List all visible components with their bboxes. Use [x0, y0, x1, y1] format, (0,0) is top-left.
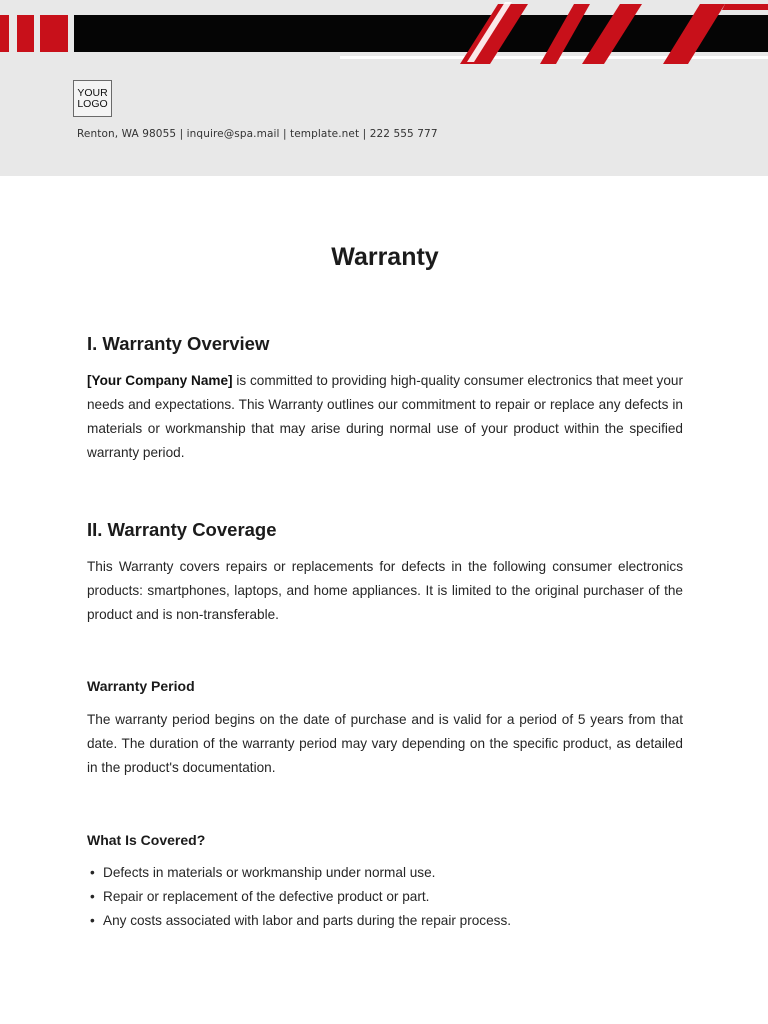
bullet-icon: •	[90, 913, 95, 928]
list-item-text: Any costs associated with labor and parts during the repair process.	[103, 913, 512, 928]
section-heading-coverage: II. Warranty Coverage	[87, 519, 277, 540]
list-item	[87, 885, 511, 909]
decorative-slashes	[0, 0, 768, 70]
list-item-text: Defects in materials or workmanship under normal use.	[103, 865, 436, 880]
page-header	[0, 0, 768, 176]
overview-text: is committed to providing high-quality consumer electronics that meet your needs and expectations. This Warranty outlines our commitment to repair or replace any defects in materials or workmanship that may arise during normal use of your product within the specified warranty period.	[87, 373, 683, 460]
covered-list	[87, 861, 511, 933]
logo-text: YOUR	[77, 86, 108, 99]
coverage-paragraph: This Warranty covers repairs or replacements for defects in the following consumer electronics products: smartphones, laptops, and home appliances. It is limited to the original purchaser of the product and is non-transferable.	[87, 559, 683, 622]
period-paragraph: The warranty period begins on the date of purchase and is valid for a period of 5 years from that date. The duration of the warranty period may vary depending on the specific product, as detailed in the product's documentation.	[87, 712, 683, 775]
company-logo	[73, 80, 112, 117]
overview-paragraph	[87, 369, 683, 465]
bullet-icon: •	[90, 865, 95, 880]
bullet-icon: •	[90, 889, 95, 904]
subheading-what-is-covered: What Is Covered?	[87, 832, 206, 848]
contact-info: Renton, WA 98055 | inquire@spa.mail | template.net | 222 555 777	[77, 128, 438, 140]
list-item	[87, 909, 511, 933]
logo-text: LOGO	[77, 97, 108, 110]
subheading-warranty-period: Warranty Period	[87, 678, 195, 694]
document-title: Warranty	[331, 243, 439, 271]
list-item	[87, 861, 511, 885]
section-heading-overview: I. Warranty Overview	[87, 333, 270, 354]
list-item-text: Repair or replacement of the defective product or part.	[103, 889, 430, 904]
company-name-placeholder: [Your Company Name]	[87, 373, 233, 388]
